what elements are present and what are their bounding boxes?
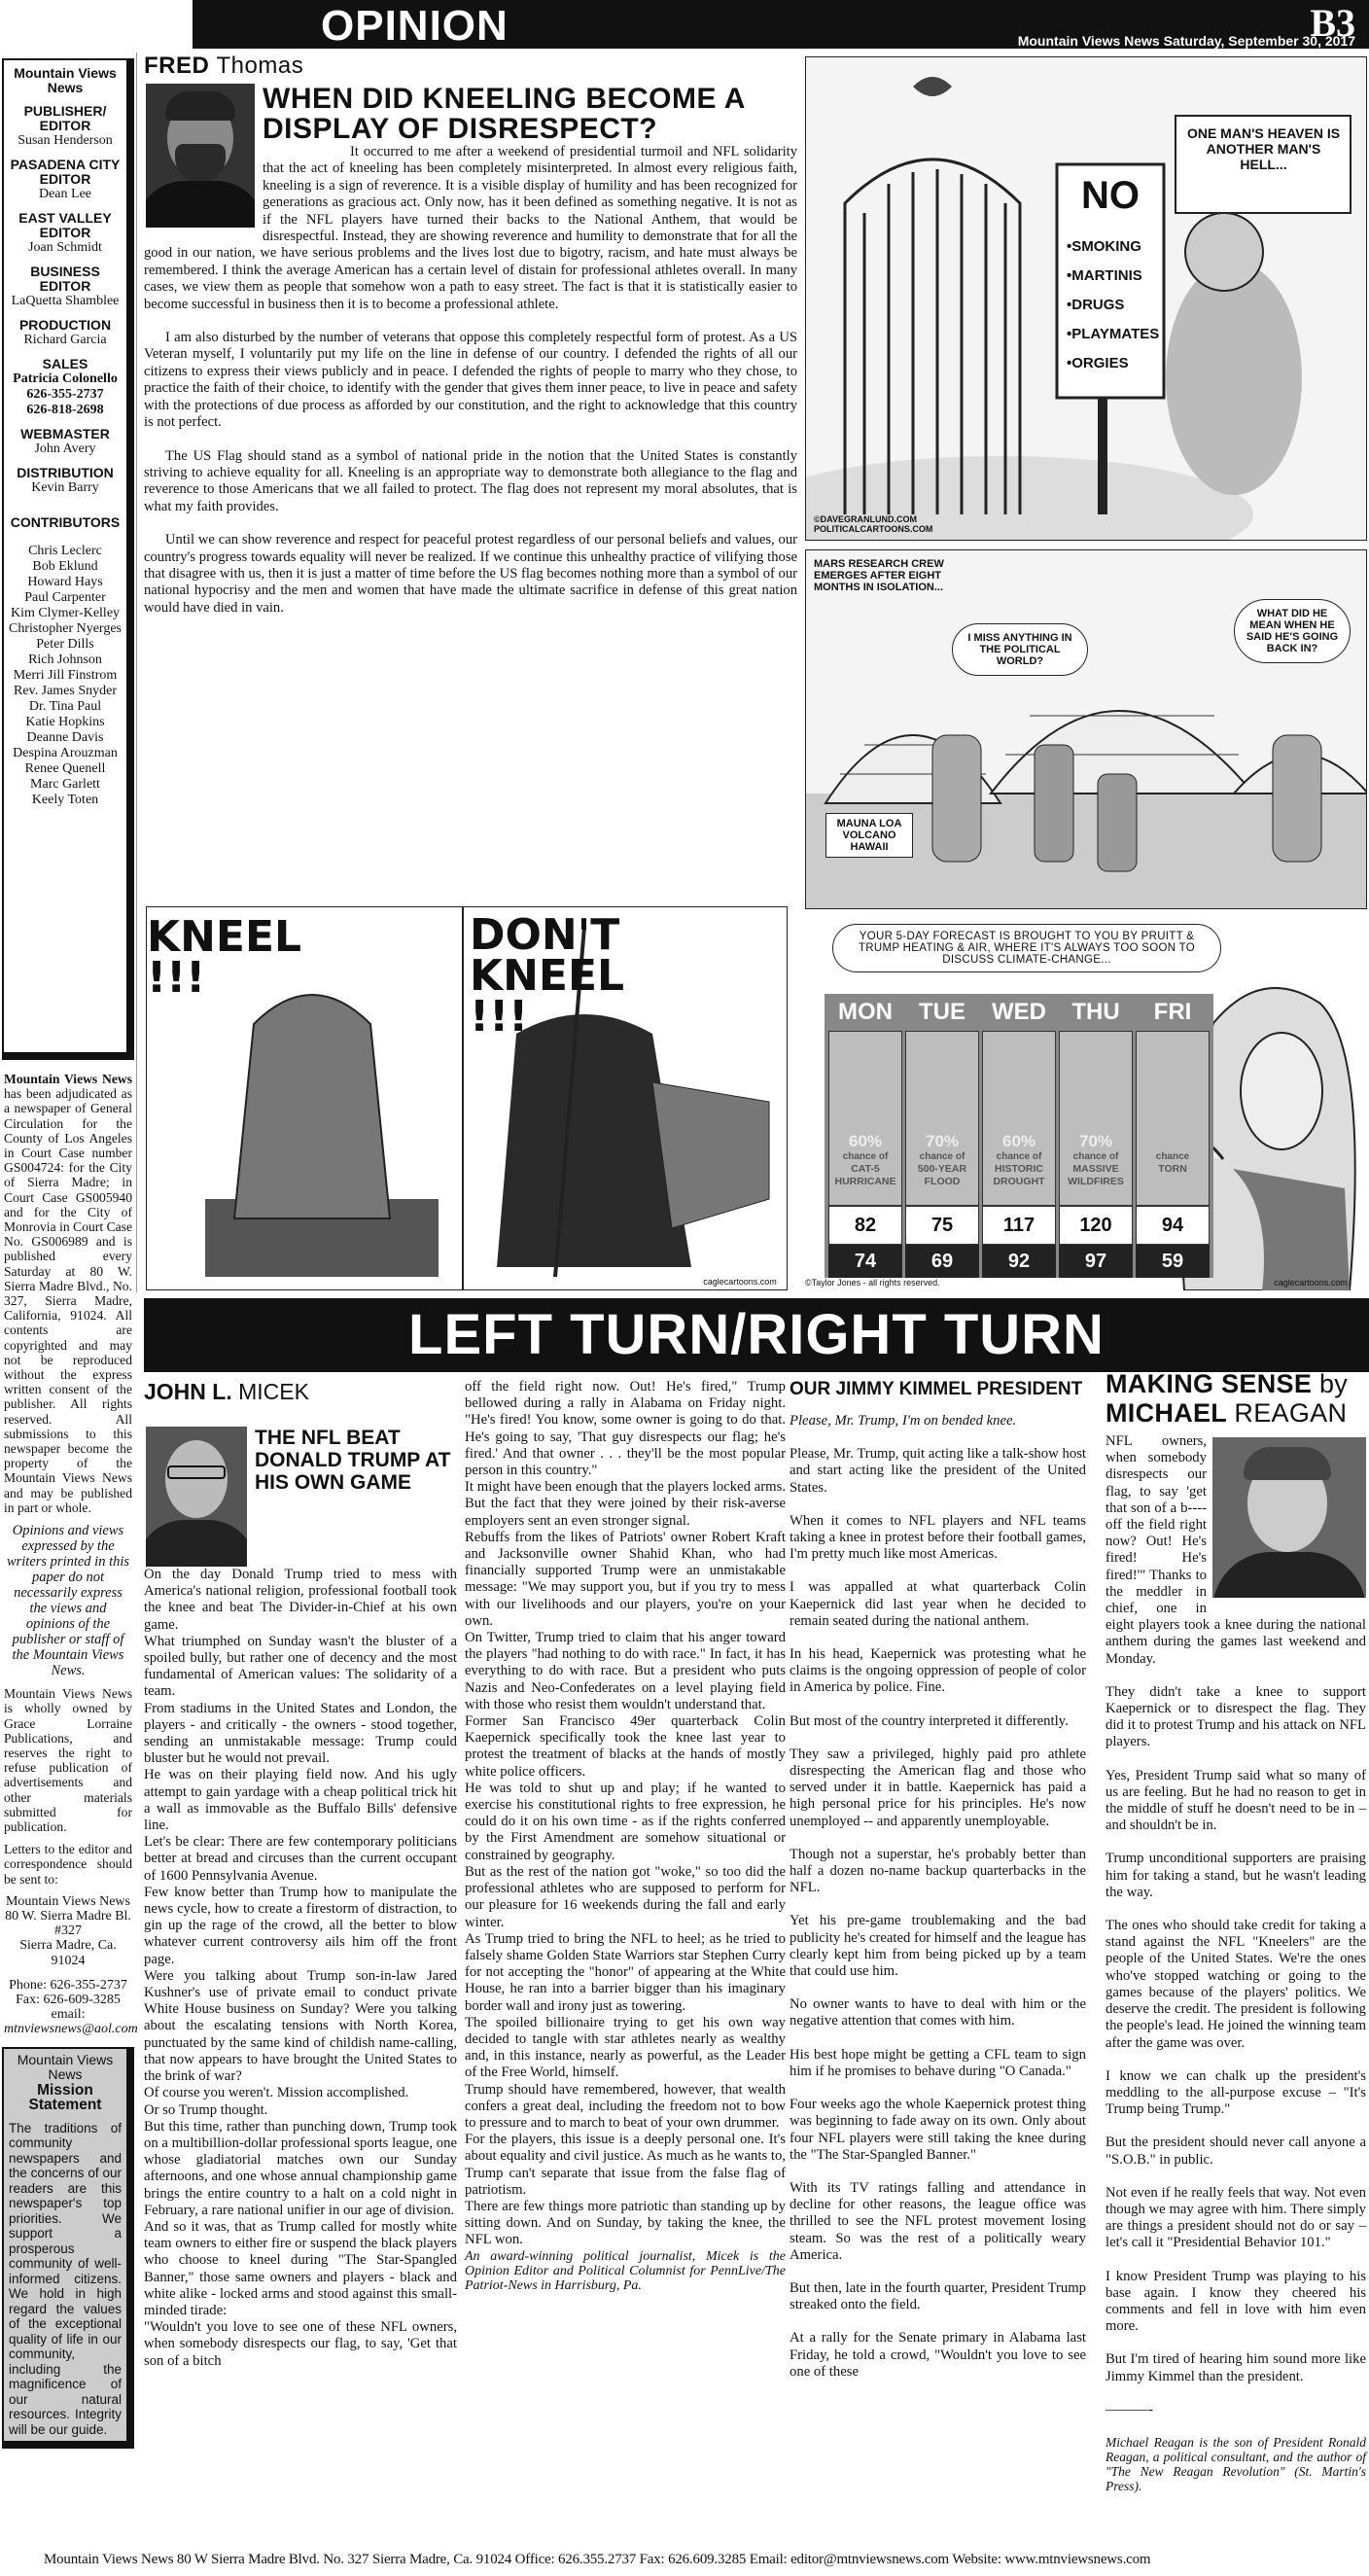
glasses-shape bbox=[167, 1465, 226, 1479]
chance-percent: 70% bbox=[1078, 1132, 1113, 1150]
sign-list bbox=[1067, 232, 1162, 378]
speech-bubble: YOUR 5-DAY FORECAST IS BROUGHT TO YOU BY PRUITT & TRUMP HEATING & AIR, WHERE IT'S ALWAYS TOO SOON TO DISCUSS CLIMATE-CHANGE... bbox=[832, 924, 1221, 972]
article-intro: Please, Mr. Trump, I'm on bended knee. bbox=[790, 1413, 1017, 1429]
paragraph: For the players, this issue is a deeply personal one. It's about equality and civil justice. As much as he wants to, Trump can't separate that issue from the false flag of patriotism. bbox=[465, 2132, 786, 2198]
staff-name: Kevin Barry bbox=[31, 480, 99, 495]
paragraph: I know we can chalk up the president's meddling to the all-purpose excuse – "It's Trump being Trump." bbox=[1106, 2067, 1366, 2118]
staff-role: SALES bbox=[42, 356, 88, 371]
staff-list bbox=[8, 104, 123, 496]
staff-role: PRODUCTION bbox=[18, 317, 112, 333]
forecast-panel bbox=[905, 1031, 979, 1206]
paragraph: Few know better than Trump how to manipulate the news cycle, how to create a firestorm of distraction, to gin up the rage of the crowd, all the better to blow whatever current controversy ails him off the front page. bbox=[144, 1884, 457, 1967]
forecast-panel bbox=[828, 1031, 902, 1206]
low-temp: 69 bbox=[905, 1245, 979, 1278]
paragraph: But I'm tired of hearing him sound more like Jimmy Kimmel than the president. bbox=[1106, 2351, 1366, 2384]
chance-percent bbox=[1137, 1133, 1209, 1150]
paragraph: As Trump tried to bring the NFL to heel; as he tried to falsely shame Golden State Warriors star Stephen Curry for not accepting the "honor" of appearing at the White House, he ran into a barrier bigger than his imaginary border wall and irony just as towering. bbox=[465, 1930, 786, 2014]
suit-shape bbox=[1212, 1552, 1366, 1598]
paragraph: I was appalled at what quarterback Colin Kaepernick did last year when he decided to remain seated during the national anthem. bbox=[790, 1579, 1086, 1629]
article-fred-thomas bbox=[144, 53, 797, 633]
contributors-label: CONTRIBUTORS bbox=[10, 514, 121, 530]
paragraph: Or so Trump thought. bbox=[144, 2101, 268, 2118]
paragraph: On the day Donald Trump tried to mess with America's national religion, professional football took the knee and beat The Divider-in-Chief at his own game. bbox=[144, 1567, 457, 1633]
contributor-name: Howard Hays bbox=[27, 575, 103, 589]
paragraph: His best hope might be getting a CFL team to sign him if he promises to behave during "O Canada." bbox=[790, 2046, 1086, 2079]
email-link[interactable]: mtnviewsnews@aol.com bbox=[4, 2022, 138, 2037]
paragraph: Please, Mr. Trump, quit acting like a talk-show host and start acting like the president of the United States. bbox=[790, 1446, 1086, 1496]
paragraph: Let's be clear: There are few contemporary politicians better at bread and circuses than the current occupant of 1600 Pennsylvania Avenue. bbox=[144, 1834, 457, 1884]
day-name: WED bbox=[992, 999, 1046, 1025]
paragraph: Until we can show reverence and respect for peaceful protest regardless of our personal beliefs and values, our country's progress towards equality will never be realized. If we continue this unhealthy practice of vilifying those that disagree with us, then it is just a matter of time before the US flag becomes nothing more than a symbol of our national hypocrisy and the men and women that have made the ultimate sacrifice in defense of this great nation would have died in vain. bbox=[144, 532, 797, 616]
staff-name: Dean Lee bbox=[38, 187, 92, 201]
day-name: THU bbox=[1071, 999, 1120, 1025]
high-temp: 75 bbox=[905, 1206, 979, 1245]
cartoon-kneel bbox=[146, 906, 788, 1290]
contributor-name: Renee Quenell bbox=[24, 761, 106, 776]
paragraph: It occurred to me after a weekend of presidential turmoil and NFL solidarity that the act of kneeling has been completely misinterpreted. In almost every religious faith, kneeling is a sign of reverence. It is a visible display of humility and has been recognized for generations as gracious act. Only now, has it been defined as something negative. It is not as if the NFL players have turned their backs to the National Anthem, that would be disrespectful. Instead, they are showing reverence and humility to demonstrate that for all the good in our nation, we have serious problems and the lives lost due to bigotry, racism, and hate must always be remembered. I think the average American has a certain level of distain for professional athletes overall. In many cases, we view them as people that somehow won a path to easy street. The fact is that it is statistically easier to become successful in business then it is to become a professional athlete. bbox=[144, 144, 797, 312]
paragraph: Rebuffs from the likes of Patriots' owner Robert Kraft and Jacksonville owner Shahid Khan, who had financially supported Trump were an unmistakable message: "We may support you, but if you try to mess with our livelihoods and our players, you're on your own. bbox=[465, 1529, 786, 1629]
paragraph: He was on their playing field now. And his ugly attempt to gain yardage with a cheap political trick hit a wall as immovable as the Buffalo Bills' defensive line. bbox=[144, 1767, 457, 1834]
disclaimer: Opinions and views expressed by the writers printed in this paper do not necessarily express the views and opinions of the publisher or staff of the Mountain Views News. bbox=[6, 1523, 130, 1679]
contributor-name: Peter Dills bbox=[36, 637, 94, 652]
fax: Fax: 626-609-3285 bbox=[16, 1992, 121, 2007]
mission-text: The traditions of community newspapers and the concerns of our readers are this newspaper's top priorities. We support a prosperous community of well-informed citizens. We hold in high regard the values of the exceptional quality of life in our community, including the magnificence of our natural resources. Integrity will be our guide. bbox=[9, 2120, 122, 2437]
byline-first: FRED bbox=[144, 53, 210, 79]
contributor-name: Merri Jill Finstrom bbox=[13, 668, 118, 683]
shirt-shape bbox=[146, 181, 255, 228]
forecast-panel bbox=[1136, 1031, 1210, 1206]
cartoon-heaven bbox=[805, 56, 1367, 541]
byline-last: REAGAN bbox=[1234, 1398, 1348, 1428]
staff-name: Patricia Colonello bbox=[13, 371, 118, 386]
paragraph: Four weeks ago the whole Kaepernick protest thing was beginning to fade away on its own. Only about four NFL players were still taking the knee during the "The Star-Spangled Banner." bbox=[790, 2097, 1086, 2163]
staff-name: 626-818-2698 bbox=[26, 403, 104, 417]
address-line: #327 bbox=[54, 1923, 82, 1939]
author-bio: Michael Reagan is the son of President Ronald Reagan, a political consultant, and the author of "The New Reagan Revolution" (St. Martin's Press). bbox=[1106, 2434, 1366, 2493]
article-body bbox=[790, 1446, 1086, 2381]
high-temp: 120 bbox=[1059, 1206, 1133, 1245]
paragraph: It might have been enough that the players locked arms. But the fact that they were joined by their risk-averse employers sent an even stronger signal. bbox=[465, 1479, 786, 1529]
section-title: OPINION bbox=[321, 2, 509, 50]
contributor-name: Rich Johnson bbox=[28, 653, 102, 667]
byline bbox=[144, 1379, 457, 1405]
cartoon-credit: ©DAVEGRANLUND.COM POLITICALCARTOONS.COM bbox=[814, 514, 933, 534]
author-photo bbox=[146, 84, 255, 228]
paragraph: He was told to shut up and play; if he wanted to exercise his constitutional rights to free expression, he could do it on his own time - as if the rights conferred by the First Amendment are somehow situational or constrained by geography. bbox=[465, 1780, 786, 1863]
sign-item: •MARTINIS bbox=[1067, 267, 1142, 284]
column-name: MAKING SENSE bbox=[1106, 1369, 1313, 1398]
paragraph: But as the rest of the nation got "woke," so too did the professional athletes who are supposed to perform for our pleasure for 16 weekends during the fall and early winter. bbox=[465, 1863, 786, 1930]
speech-bubble-1: I MISS ANYTHING IN THE POLITICAL WORLD? bbox=[952, 623, 1088, 676]
address-line: 91024 bbox=[51, 1953, 86, 1968]
author-photo bbox=[146, 1427, 247, 1567]
chance-label: chance of bbox=[996, 1151, 1042, 1162]
contributor-name: Dr. Tina Paul bbox=[28, 699, 102, 714]
phone: Phone: 626-355-2737 bbox=[9, 1977, 127, 1993]
byline bbox=[144, 53, 797, 80]
paragraph: There are few things more patriotic than standing up by sitting down. And on Sunday, by taking the knee, the NFL won. bbox=[465, 2198, 786, 2248]
sign-item: •ORGIES bbox=[1067, 355, 1129, 371]
cartoon-credit-left: ©Taylor Jones - all rights reserved. bbox=[805, 1278, 940, 1288]
headline: OUR JIMMY KIMMEL PRESIDENT bbox=[790, 1379, 1083, 1399]
ownership-text: Mountain Views News is wholly owned by Grace Lorraine Publications, and reserves the right to refuse publication of advertisements and other materials submitted for publication. bbox=[4, 1686, 132, 1834]
low-temp: 74 bbox=[828, 1245, 902, 1278]
paragraph: But this time, rather than punching down, Trump took on a multibillion-dollar professional sports league, one whose gladiatorial matches own our Sunday afternoons, and one whose annual championship game brings the entire country to a halt on a cold night in February, a rare national unifier in our age of division. bbox=[144, 2118, 457, 2218]
beard-shape bbox=[175, 144, 226, 183]
day-name: TUE bbox=[919, 999, 965, 1025]
paragraph: From stadiums in the United States and London, the players - and critically - the owners - stood together, sending an unmistakable message: Trump could bluster but he would not prevail. bbox=[144, 1700, 457, 1767]
chance-percent: 60% bbox=[1001, 1132, 1036, 1150]
day-name: FRI bbox=[1153, 999, 1192, 1025]
byline-last: MICEK bbox=[238, 1379, 309, 1404]
chance-label: chance bbox=[1155, 1151, 1190, 1162]
legal-notice bbox=[2, 1072, 138, 2037]
sign-item: •DRUGS bbox=[1067, 297, 1125, 313]
high-temp: 82 bbox=[828, 1206, 902, 1245]
staff-role: BUSINESS EDITOR bbox=[30, 264, 100, 294]
column-rule bbox=[136, 53, 137, 1292]
adjudication-text: has been adjudicated as a newspaper of General Circulation for the County of Los Angeles in Court Case number GS004724: for the City of Sierra Madre; in Court Case GS005940 and for the City of Monrovia in Court Case No. GS006989 and is published every Saturday at 80 W. Sierra Madre Blvd., No. 327, Sierra Madre, California, 91024. All contents are copyrighted and may not be reproduced without the express written consent of the publisher. All rights reserved. All submissions to this newspaper become the property of the Mountain Views News and may be published in part or whole. bbox=[4, 1086, 132, 1515]
contributors-list bbox=[8, 544, 123, 808]
suit-shape bbox=[146, 1520, 247, 1567]
paragraph: Yet his pre-game troublemaking and the bad publicity he's created for himself and the league has clearly kept him from being picked up by a team that could use him. bbox=[790, 1913, 1086, 1980]
kneel-caption: KNEEL !!! bbox=[147, 912, 302, 1003]
masthead-paper-name: Mountain Views News bbox=[14, 65, 117, 95]
header-blank bbox=[0, 0, 193, 49]
contributor-name: Christopher Nyerges bbox=[9, 621, 122, 636]
page-number: B3 bbox=[1310, 1, 1355, 45]
forecast-panel bbox=[982, 1031, 1056, 1206]
article-jimmy-kimmel-president bbox=[790, 1379, 1086, 2397]
contributor-name: Marc Garlett bbox=[30, 777, 100, 792]
sign-item: •SMOKING bbox=[1067, 238, 1141, 255]
staff-name: LaQuetta Shamblee bbox=[11, 294, 120, 308]
sidebar bbox=[2, 58, 138, 2548]
sign-title: NO bbox=[1081, 174, 1140, 217]
address-line: 80 W. Sierra Madre Bl. bbox=[5, 1908, 131, 1923]
byline-first: JOHN L. bbox=[144, 1379, 232, 1404]
event-label: CAT-5 HURRICANE bbox=[834, 1163, 896, 1187]
paragraph: They didn't take a knee to support Kaepernick or to disrespect the flag. They did it to protest Trump and his attack on NFL players. bbox=[1106, 1683, 1366, 1750]
staff-role: PUBLISHER/ EDITOR bbox=[23, 103, 107, 133]
paragraph: I am also disturbed by the number of veterans that oppose this completely respectful form of protest. As a US Veteran myself, I voluntarily put my life on the line in defense of our country. I defended the rights of all our citizens to express their views publicly and in peace. I defended the rights of people to marry who they chose, to practice the faith of their choice, to identify with the gender that gives them inner peace, to live in peace and safety with the protections of due process as afforded by our constitution, and the right to acknowledge that this country is not perfect. bbox=[144, 330, 797, 431]
paragraph: Of course you weren't. Mission accomplished. bbox=[144, 2085, 409, 2101]
volcano-sign: MAUNA LOA VOLCANO HAWAII bbox=[825, 813, 913, 858]
mission-paper-name: Mountain Views News bbox=[17, 2051, 114, 2083]
paragraph: Yes, President Trump said what so many of us are feeling. But he had no reason to get in the middle of stuff he doesn't need to be in – and shouldn't be in. bbox=[1106, 1767, 1366, 1834]
face-shape bbox=[165, 1440, 228, 1518]
paragraph: "Wouldn't you love to see one of these NFL owners, when somebody disrespects our flag, to say, 'Get that son of a bitch bbox=[144, 2319, 457, 2369]
paragraph: But then, late in the fourth quarter, President Trump streaked onto the field. bbox=[790, 2279, 1086, 2313]
staff-name: Joan Schmidt bbox=[28, 240, 102, 255]
byline-by: by bbox=[1318, 1369, 1349, 1398]
forecast-day-wed bbox=[982, 994, 1056, 1278]
mission-statement bbox=[2, 2047, 134, 2450]
mission-title: Mission Statement bbox=[28, 2081, 102, 2114]
paragraph: ———- bbox=[1106, 2401, 1153, 2417]
email-label: email: bbox=[51, 2007, 86, 2023]
paragraph: No owner wants to have to deal with him or the negative attention that comes with him. bbox=[790, 1996, 1086, 2029]
low-temp: 59 bbox=[1136, 1245, 1210, 1278]
author-bio: An award-winning political journalist, Micek is the Opinion Editor and Political Columnist for PennLive/The Patriot-News in Harrisburg, Pa. bbox=[465, 2248, 786, 2293]
paragraph: The spoiled billionaire trying to get his own way decided to tangle with star athletes nearly as wealthy and, in this instance, nearly as powerful, as the Leader of the Free World, himself. bbox=[465, 2014, 786, 2081]
contributor-name: Bob Eklund bbox=[32, 559, 98, 574]
forecast-day-tue bbox=[905, 994, 979, 1278]
staff-name: Susan Henderson bbox=[18, 133, 113, 148]
contributor-name: Despina Arouzman bbox=[13, 746, 118, 760]
contributor-name: Katie Hopkins bbox=[25, 715, 105, 729]
article-michael-reagan bbox=[1106, 1369, 1366, 2493]
paragraph: And so it was, that as Trump called for mostly white team owners to either fire or suspend the black players who choose to kneel during "The Star-Spangled Banner," those same owners and players - black and white alike - locked arms and stood against this small-minded tirade: bbox=[144, 2218, 457, 2318]
cartoon-caption: MARS RESEARCH CREW EMERGES AFTER EIGHT MONTHS IN ISOLATION... bbox=[814, 558, 944, 593]
chance-percent: 60% bbox=[848, 1132, 883, 1150]
paragraph: On Twitter, Trump tried to claim that his anger toward the players "had nothing to do with race." In fact, it has everything to do with race. But a president who puts Nazis and Neo-Confederates on a level playing field with those who resist them wouldn't understand that. bbox=[465, 1630, 786, 1712]
contributor-name: Chris Leclerc bbox=[28, 544, 102, 558]
paragraph: Not even if he really feels that way. Not even though we may agree with him. There simply are things a president should not do or say – let's call it "Presidential Behavior 101." bbox=[1106, 2184, 1366, 2251]
cartoon-mars bbox=[805, 549, 1367, 909]
forecast-day-fri bbox=[1136, 994, 1210, 1278]
staff-name: Richard Garcia bbox=[23, 333, 107, 347]
event-label: 500-YEAR FLOOD bbox=[917, 1163, 967, 1187]
paragraph: In his head, Kaepernick was protesting what he claims is the ongoing oppression of people of color in America by police. Fine. bbox=[790, 1646, 1086, 1696]
contributor-name: Rev. James Snyder bbox=[13, 684, 118, 698]
paragraph: With its TV ratings falling and attendance in decline for other reasons, the league office was thrilled to see the NFL protest movement losing steam. So was the rest of a politically weary America. bbox=[790, 2179, 1086, 2263]
staff-role: EAST VALLEY EDITOR bbox=[18, 210, 112, 240]
headline: THE NFL BEAT DONALD TRUMP AT HIS OWN GAME bbox=[255, 1427, 451, 1494]
byline bbox=[1106, 1369, 1366, 1428]
dateline: Mountain Views News Saturday, September 30, 2017 bbox=[1017, 33, 1355, 49]
paragraph: off the field right now. Out! He's fired," Trump bellowed during a rally in Alabama on Friday night. "He's fired! You know, some owner is going to do that. He's going to say, 'That guy disrespects our flag; he's fired.' And that owner . . . they'll be the most popular person in this country." bbox=[465, 1379, 786, 1479]
article-body-col2 bbox=[465, 1379, 786, 2249]
paragraph: What triumphed on Sunday wasn't the bluster of a spoiled bully, but rather one of decency and the most fundamental of American values: The solidarity of a team. bbox=[144, 1633, 457, 1700]
paragraph: But most of the country interpreted it differently. bbox=[790, 1712, 1069, 1729]
cartoon-weather bbox=[805, 916, 1367, 1290]
contributor-name: Kim Clymer-Kelley bbox=[10, 606, 121, 620]
sign-item: •PLAYMATES bbox=[1067, 326, 1160, 342]
staff-name: John Avery bbox=[34, 441, 96, 456]
paragraph: The ones who should take credit for taking a stand against the NFL "Kneelers" are the people of the United States. We're the ones who've stopped watching or going to the games because of the players' politics. We deserve the credit. The president is following the people's lead. He joined the winning team after the game was over. bbox=[1106, 1918, 1366, 2051]
event-label: TORN bbox=[1158, 1163, 1187, 1175]
contributor-name: Paul Carpenter bbox=[24, 590, 106, 605]
forecast-day-mon bbox=[828, 994, 902, 1278]
low-temp: 92 bbox=[982, 1245, 1056, 1278]
page-header bbox=[0, 0, 1369, 49]
address-line: Mountain Views News bbox=[5, 1893, 130, 1909]
event-label: MASSIVE WILDFIRES bbox=[1068, 1163, 1124, 1187]
section-banner: LEFT TURN/RIGHT TURN bbox=[144, 1298, 1369, 1372]
author-photo bbox=[1212, 1437, 1366, 1598]
contributor-name: Deanne Davis bbox=[26, 730, 104, 745]
staff-role: WEBMASTER bbox=[20, 426, 110, 441]
chance-label: chance of bbox=[919, 1151, 965, 1162]
legal-paper-name: Mountain Views News bbox=[4, 1072, 132, 1086]
day-name: MON bbox=[838, 999, 893, 1025]
forecast-board bbox=[825, 994, 1213, 1278]
article-body-col1 bbox=[144, 1567, 457, 2370]
staff-role: PASADENA CITY EDITOR bbox=[10, 157, 121, 187]
headline: WHEN DID KNEELING BECOME A DISPLAY OF DISRESPECT? bbox=[263, 83, 745, 145]
high-temp: 117 bbox=[982, 1206, 1056, 1245]
paragraph: NFL owners, when somebody disrespects our flag, to say 'get that son of a b---- off the field right now? Out! He's fired! He's fired!'" Thanks to the meddler in chief, one in eight players took a knee during the national anthem during the games last weekend and Monday. bbox=[1106, 1433, 1366, 1667]
speech-bubble-2: WHAT DID HE MEAN WHEN HE SAID HE'S GOING BACK IN? bbox=[1234, 599, 1351, 663]
paragraph: Former San Francisco 49er quarterback Colin Kaepernick specifically took the knee last year to protest the treatment of blacks at the hands of mostly white police officers. bbox=[465, 1713, 786, 1780]
chance-percent: 70% bbox=[925, 1132, 960, 1150]
forecast-day-thu bbox=[1059, 994, 1133, 1278]
address-line: Sierra Madre, Ca. bbox=[19, 1938, 117, 1954]
cartoon-credit-right: caglecartoons.com bbox=[1274, 1278, 1348, 1288]
paragraph: At a rally for the Senate primary in Alabama last Friday, he told a crowd, "Wouldn't you love to see one of these bbox=[790, 2330, 1086, 2380]
paragraph: I know President Trump was playing to his base again. I know they cheered his comments and fell in love with him even more. bbox=[1106, 2268, 1366, 2335]
staff-role: DISTRIBUTION bbox=[17, 465, 114, 480]
mailing-address bbox=[4, 1894, 132, 1968]
letters-text: Letters to the editor and correspondence should be sent to: bbox=[4, 1842, 132, 1887]
paragraph: The US Flag should stand as a symbol of national pride in the notion that the United States is constantly striving to achieve equality for all. Kneeling is an appropriate way to demonstrate both allegiance to the flag and reverence to those Americans that we all failed to protect. The flag does not represent my moral absolutes, that is what my faith provides. bbox=[144, 447, 797, 514]
event-label: HISTORIC DROUGHT bbox=[993, 1163, 1045, 1187]
paragraph: When it comes to NFL players and NFL teams taking a knee in protest before their football games, I'm pretty much like most Americas. bbox=[790, 1512, 1086, 1563]
staff-name: 626-355-2737 bbox=[26, 387, 104, 402]
paragraph: Were you talking about Trump son-in-law Jared Kushner's use of private email to conduct private White House business on Sunday? Were you talking about the escalating tensions with North Korea, punctuated by the same kind of childish name-calling, that now appears to have brought the United States to the brink of war? bbox=[144, 1967, 457, 2085]
paragraph: But the president should never call anyone a "S.O.B." in public. bbox=[1106, 2135, 1366, 2168]
speech-bubble: ONE MAN'S HEAVEN IS ANOTHER MAN'S HELL... bbox=[1186, 125, 1341, 172]
hair-shape bbox=[165, 91, 235, 121]
dont-kneel-caption: DON'T KNEEL !!! bbox=[470, 910, 625, 1041]
paragraph: Though not a superstar, he's probably better than half a dozen no-name backup quarterbacks in the NFL. bbox=[790, 1846, 1086, 1896]
chance-label: chance of bbox=[1072, 1151, 1119, 1162]
low-temp: 97 bbox=[1059, 1245, 1133, 1278]
chance-label: chance of bbox=[842, 1151, 889, 1162]
paragraph: Trump should have remembered, however, that wealth confers a great deal, including the freedom not to bow to pressure and to march to beat of your own drummer. bbox=[465, 2081, 786, 2131]
paragraph: Trump unconditional supporters are praising him for taking a stand, but he wasn't leading the way. bbox=[1106, 1851, 1366, 1900]
cartoon-credit: caglecartoons.com bbox=[703, 1277, 777, 1287]
page-footer: Mountain Views News 80 W Sierra Madre Blvd. No. 327 Sierra Madre, Ca. 91024 Office: 626.355.2737 Fax: 626.609.3285 Email: editor@mtnviewsnews.com Website: www.mtnviewsnews.com bbox=[44, 2552, 1151, 2567]
byline-last: Thomas bbox=[216, 53, 304, 79]
forecast-panel bbox=[1059, 1031, 1133, 1206]
contributor-name: Keely Toten bbox=[31, 793, 99, 807]
high-temp: 94 bbox=[1136, 1206, 1210, 1245]
masthead bbox=[2, 58, 134, 1060]
paragraph: They saw a privileged, highly paid pro athlete disrespecting the American flag and those who served under it in battle. Kaepernick has paid a high personal price for his principles. He's now unemployed -- and apparently unemployable. bbox=[790, 1746, 1086, 1829]
hair-shape bbox=[1244, 1447, 1331, 1480]
byline-first: MICHAEL bbox=[1106, 1398, 1227, 1428]
